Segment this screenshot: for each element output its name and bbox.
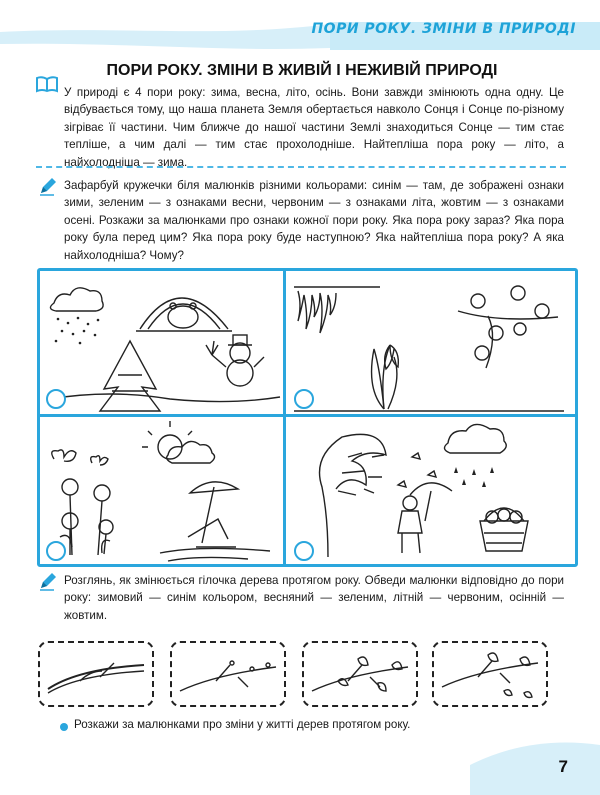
winter-branch-box[interactable] bbox=[38, 641, 154, 707]
summer-color-circle[interactable] bbox=[46, 541, 66, 561]
corner-wave-decoration bbox=[470, 735, 600, 795]
grid-divider-vertical bbox=[283, 268, 286, 567]
task-seasons-instructions: Зафарбуй кружечки біля малюнків різними кольорами: синім — там, де зображені ознаки зими, зеленим — з ознаками весни, червоним — з ознаками літа, жовтим — з ознаками осені. Розкажи за малюнками про ознаки кожної пори року. Яка пора року зараз? Яка пора року була перед цим? Яка пора року буде наступною? Яка найтепліша пора року? А яка найхолодніша? Чому? bbox=[64, 179, 564, 262]
pencil-icon bbox=[38, 176, 58, 196]
spring-color-circle[interactable] bbox=[294, 389, 314, 409]
winter-color-circle[interactable] bbox=[46, 389, 66, 409]
book-icon bbox=[36, 75, 58, 93]
page-header-title: ПОРИ РОКУ. ЗМІНИ В ПРИРОДІ bbox=[311, 21, 576, 37]
winter-picture bbox=[40, 271, 283, 414]
divider bbox=[36, 166, 566, 168]
task-tell-about-trees: Розкажи за малюнками про зміни у житті дерев протягом року. bbox=[74, 718, 411, 731]
pencil-icon bbox=[38, 571, 58, 591]
intro-paragraph: У природі є 4 пори року: зима, весна, літо, осінь. Вони завжди змінюють одна одну. Це відбувається тому, що наша планета Земля обертається навколо Сонця і Сонце по-різному зігріває її частини. Чим ближче до нашої частини Землі знаходиться Сонце — тим стає тепліше, а чим далі — тим стає прохолодніше. Найтепліша пора року — літо, а найхолодніша — зима. bbox=[64, 86, 564, 169]
autumn-picture bbox=[288, 417, 572, 564]
section-title: ПОРИ РОКУ. ЗМІНИ В ЖИВІЙ І НЕЖИВІЙ ПРИРОДІ bbox=[106, 62, 498, 79]
autumn-branch-box[interactable] bbox=[432, 641, 548, 707]
bullet-marker bbox=[60, 723, 68, 731]
autumn-color-circle[interactable] bbox=[294, 541, 314, 561]
summer-picture bbox=[40, 417, 283, 564]
spring-picture bbox=[288, 271, 572, 414]
page-number: 7 bbox=[558, 757, 568, 776]
spring-branch-box[interactable] bbox=[170, 641, 286, 707]
task-branch-instructions: Розглянь, як змінюється гілочка дерева протягом року. Обведи малюнки відповідно до пори року: зимовий — синім кольором, весняний — зеленим, літній — червоним, осінній — жовтим. bbox=[64, 574, 564, 622]
summer-branch-box[interactable] bbox=[302, 641, 418, 707]
